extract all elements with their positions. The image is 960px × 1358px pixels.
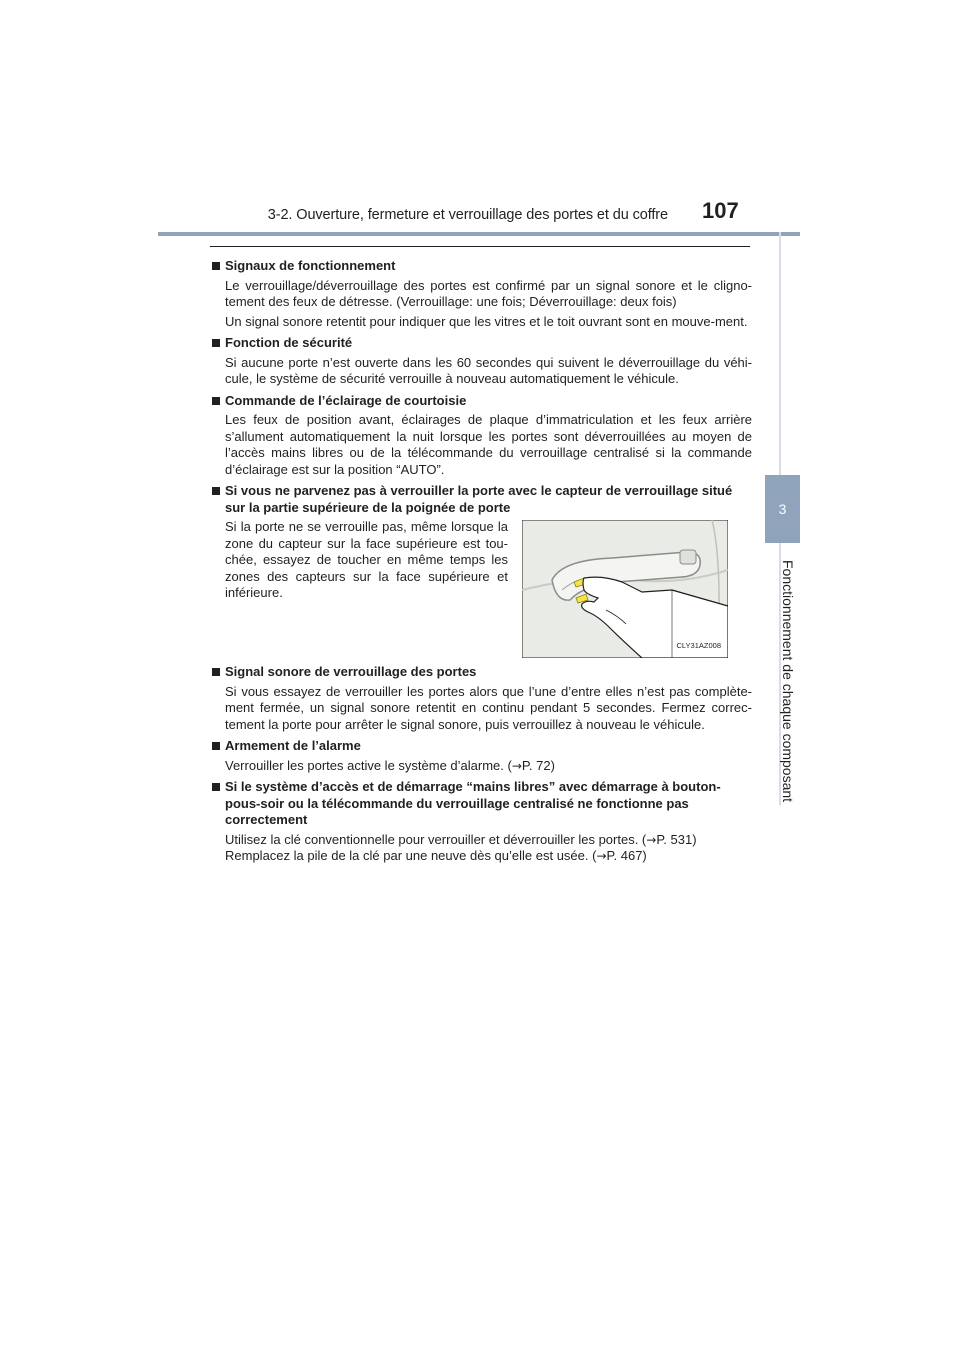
section-heading: Signal sonore de verrouillage des portes [212, 664, 752, 681]
square-bullet-icon [212, 783, 220, 791]
chapter-number: 3 [778, 501, 787, 517]
page-reference-arrow-icon: → [596, 849, 607, 863]
text-figure-row [225, 519, 752, 658]
square-bullet-icon [212, 397, 220, 405]
square-bullet-icon [212, 339, 220, 347]
chapter-label: Fonctionnement de chaque composant [780, 560, 796, 803]
paragraph: Utilisez la clé conventionnelle pour verrouiller et déverrouiller les portes. (→P. 531) [225, 831, 697, 847]
running-header-title: 3-2. Ouverture, fermeture et verrouillage des portes et du coffre [267, 207, 668, 223]
paragraph: Si aucune porte n’est ouverte dans les 60 secondes qui suivent le déverrouillage du véhi-cule, le système de sécurité verrouille à nouveau automatiquement le véhicule. [225, 354, 752, 386]
section-heading: Si le système d’accès et de démarrage “mains libres” avec démarrage à bouton-pous-soir ou la télécommande du verrouillage centralisé ne fonctionne pas correctement [212, 779, 752, 829]
square-bullet-icon [212, 262, 220, 270]
paragraph: Remplacez la pile de la clé par une neuve dès qu’elle est usée. (→P. 467) [225, 848, 647, 863]
square-bullet-icon [212, 668, 220, 676]
section-heading: Fonction de sécurité [212, 335, 752, 352]
square-bullet-icon [212, 742, 220, 750]
page-reference-arrow-icon: → [511, 758, 522, 773]
paragraph: Les feux de position avant, éclairages de plaque d’immatriculation et les feux arrière s’allument automatiquement la nuit lorsque les portes sont déverrouillées au moyen de l’accès mains libres ou de la télécommande du verrouillage centralisé si la commande d’éclairage est sur la position “AUTO”. [225, 412, 752, 477]
page-reference-arrow-icon: → [646, 832, 657, 847]
section-heading: Si vous ne parvenez pas à verrouiller la porte avec le capteur de verrouillage situé sur la partie supérieure de la poignée de porte [212, 483, 752, 516]
header-rule [158, 232, 800, 236]
paragraph: Verrouiller les portes active le système d’alarme. (→P. 72) [225, 757, 555, 773]
paragraph: Si vous essayez de verrouiller les portes alors que l’une d’entre elles n’est pas complète-ment fermée, un signal sonore retentit en continu pendant 5 secondes. Fermez correc-tement la porte pour arrêter le signal sonore, puis verrouillez à nouveau le véhicule. [225, 683, 752, 732]
paragraph: Si la porte ne se verrouille pas, même lorsque la zone du capteur sur la face supérieure est tou-chée, essayez de toucher en même temps les zones des capteurs sur la face supérieure et inférieure. [225, 519, 508, 600]
chapter-tab [765, 475, 800, 543]
page-reference[interactable]: P. 531) [656, 831, 697, 847]
page-reference[interactable]: P. 467) [606, 848, 647, 863]
section-courtoisie [212, 393, 752, 479]
paragraph: Un signal sonore retentit pour indiquer que les vitres et le toit ouvrant sont en mouve-ment. [225, 313, 748, 329]
page-number: 107 [702, 198, 739, 223]
figure-code: CLY31AZ008 [675, 638, 723, 655]
section-capteur [212, 483, 752, 658]
page-content [212, 258, 752, 870]
section-signaux [212, 258, 752, 330]
paragraph: Le verrouillage/déverrouillage des portes est confirmé par un signal sonore et le cligno-tement des feux de détresse. (Verrouillage: une fois; Déverrouillage: deux fois) [225, 277, 752, 309]
door-handle-illustration [522, 520, 728, 658]
section-heading: Signaux de fonctionnement [212, 258, 752, 275]
content-top-rule [210, 246, 750, 247]
section-heading: Commande de l’éclairage de courtoisie [212, 393, 752, 410]
section-heading: Armement de l’alarme [212, 738, 752, 755]
section-securite [212, 335, 752, 388]
page-reference[interactable]: P. 72) [521, 757, 555, 773]
section-signal-sonore [212, 664, 752, 733]
section-acces-mains-libres [212, 779, 752, 865]
square-bullet-icon [212, 487, 220, 495]
section-alarme [212, 738, 752, 774]
